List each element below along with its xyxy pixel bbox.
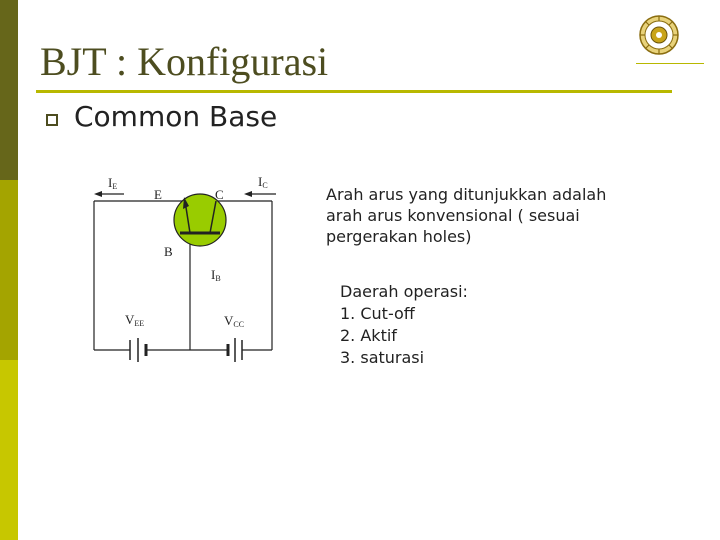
logo-underline <box>636 63 704 64</box>
operation-regions-list <box>340 281 468 369</box>
operation-item: 3. saturasi <box>340 348 425 367</box>
operation-title: Daerah operasi: <box>340 282 468 301</box>
university-emblem-icon <box>638 14 680 56</box>
label-emitter: E <box>154 187 162 202</box>
label-ib: IB <box>211 267 221 283</box>
note-line: arah arus konvensional ( sesuai <box>326 206 580 225</box>
ie-arrow-head-icon <box>94 191 102 197</box>
ic-arrow-head-icon <box>244 191 252 197</box>
label-ic: IC <box>258 174 268 190</box>
title-underline <box>36 90 672 93</box>
note-line: Arah arus yang ditunjukkan adalah <box>326 185 607 204</box>
label-vee: VEE <box>125 312 145 328</box>
sidebar-segment-light <box>0 360 18 540</box>
operation-item: 1. Cut-off <box>340 304 415 323</box>
sidebar-segment-dark <box>0 0 18 180</box>
sidebar-segment-mid <box>0 180 18 360</box>
battery-vee-icon <box>130 338 146 362</box>
note-line: pergerakan holes) <box>326 227 472 246</box>
label-vcc: VCC <box>224 313 245 329</box>
operation-item: 2. Aktif <box>340 326 397 345</box>
label-collector: C <box>215 187 224 202</box>
current-direction-note <box>326 184 656 247</box>
label-ie: IE <box>108 175 118 191</box>
common-base-circuit <box>80 160 320 380</box>
square-bullet-icon <box>46 114 58 126</box>
slide-title: BJT : Konfigurasi <box>40 39 329 84</box>
label-base: B <box>164 244 173 259</box>
battery-vcc-icon <box>228 338 242 362</box>
bullet-common-base: Common Base <box>74 100 278 133</box>
left-color-bar <box>0 0 18 540</box>
